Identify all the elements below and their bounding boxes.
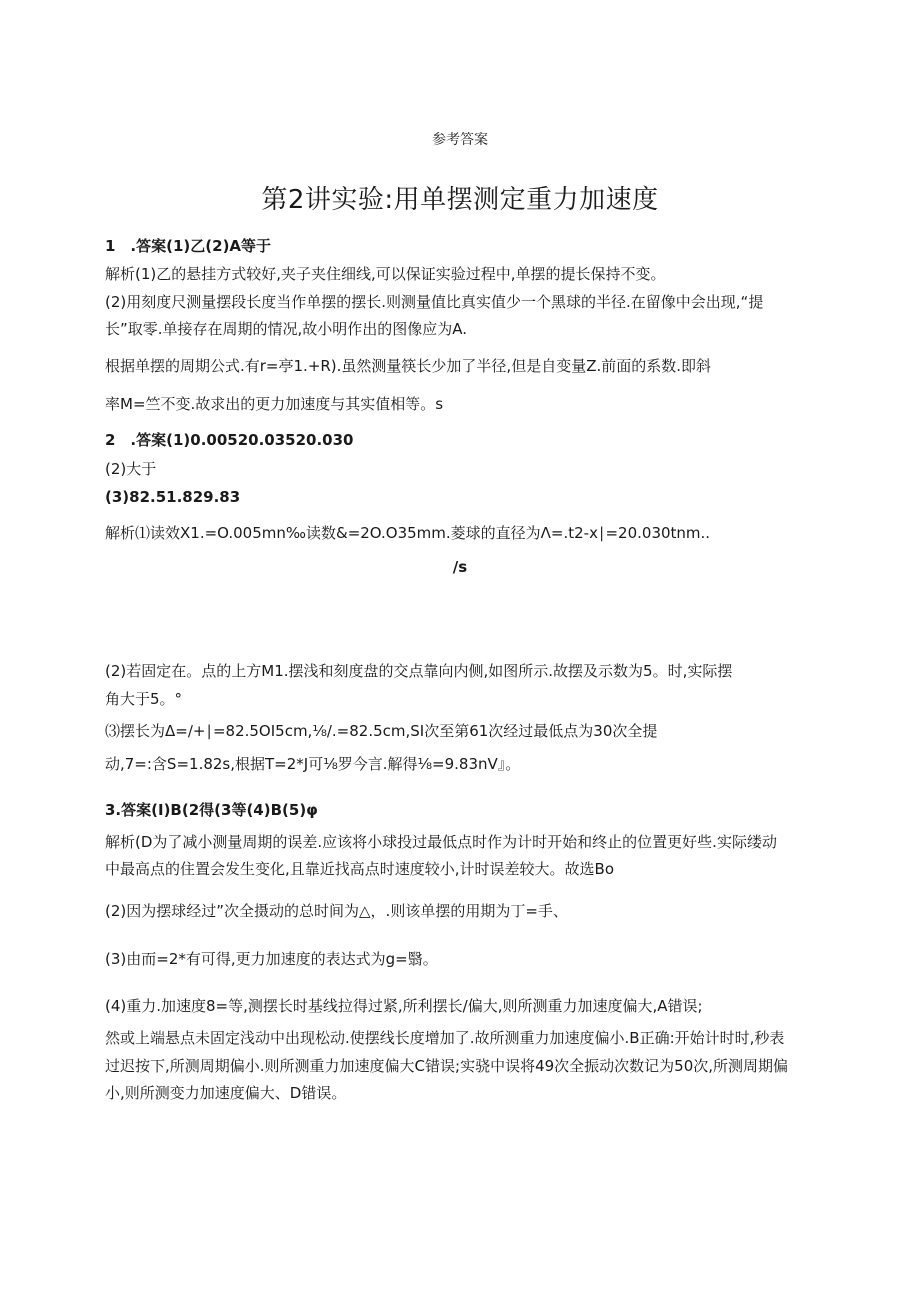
answer-2-part: (2)大于: [105, 460, 157, 478]
answer-3-analysis-line: (4)重力.加速度8=等,测摆长时基线拉得过紧,所利摆长/偏大,则所测重力加速度偏大,A错误;: [105, 997, 703, 1015]
answer-3-analysis-line: 然或上端悬点未固定浅动中出现松动.使摆线长度增加了.故所测重力加速度偏小.B正确:开始计时时,秒表: [105, 1029, 785, 1047]
answer-2-analysis-line: ⑶摆长为Δ=∕+∣=82.5OI5cm,⅛/.=82.5cm,SI次至第61次经过最低点为30次全提: [105, 722, 658, 740]
answer-2-analysis-line: (2)若固定在。点的上方M1.摆浅和刻度盘的交点靠向内侧,如图所示.故摆及示数为5。时,实际摆: [105, 662, 733, 680]
answer-3-heading: 3.答案(I)B(2得(3等(4)B(5)φ: [105, 801, 318, 819]
answer-1-analysis-line: 根据单摆的周期公式.有r=亭1.+R).虽然测量筷长少加了半径,但是自变量Z.前面的系数.即斜: [105, 357, 712, 375]
answer-3-analysis-line: 解析(D为了减小测量周期的误差.应该将小球投过最低点时作为计时开始和终止的位置更好些.实际缕动: [105, 833, 777, 851]
answer-1-analysis-line: (2)用刻度尺测量摆段长度当作单摆的摆长.则测量值比真实值少一个黑球的半径.在留像中会出现,“提: [105, 293, 764, 311]
answer-1-heading: 1 .答案(1)乙(2)A等于: [105, 237, 272, 255]
answer-2-analysis-line: 解析⑴读效X1.=O.005mn‰读数&=2O.O35mm.菱球的直径为Λ=.t2-x∣=20.030tnm..: [105, 524, 711, 542]
answer-3-analysis-line: 中最高点的住置会发生变化,且靠近找高点时速度较小,计时误差较大。故选Bo: [105, 860, 615, 878]
centered-fragment: /s: [452, 558, 468, 576]
answer-1-analysis-line: 长”取零.单接存在周期的情况,故小明作出的图像应为A.: [105, 320, 468, 338]
answer-3-analysis-line: (3)由而=2*有可得,更力加速度的表达式为g=翳。: [105, 950, 438, 968]
page-header: 参考答案: [432, 132, 488, 148]
answer-3-analysis-line: 过迟按下,所测周期偏小.则所测重力加速度偏大C错误;实骁中误将49次全振动次数记为50次,所测周期偏: [105, 1057, 789, 1075]
page-title: 第2讲实验:用单摆测定重力加速度: [261, 185, 659, 215]
answer-2-heading: 2 .答案(1)0.00520.03520.030: [105, 431, 354, 449]
answer-3-analysis-line: (2)因为摆球经过”次全摄动的总时间为△，.则该单摆的用期为丁=手、: [105, 902, 568, 920]
answer-1-analysis-line: 解析(1)乙的悬挂方式较好,夹子夹住细线,可以保证实验过程中,单摆的提长保持不变。: [105, 265, 666, 283]
answer-3-analysis-line: 小,则所测变力加速度偏大、D错误。: [105, 1084, 347, 1102]
answer-1-analysis-line: 率M=竺不变.故求出的更力加速度与其实值相等。s: [105, 395, 444, 413]
answer-2-analysis-line: 动,7=:含S=1.82s,根据T=2*J可⅛罗今言.解得⅛=9.83nV』。: [105, 755, 521, 773]
answer-2-analysis-line: 角大于5。°: [105, 690, 183, 708]
answer-2-part: (3)82.51.829.83: [105, 488, 241, 506]
